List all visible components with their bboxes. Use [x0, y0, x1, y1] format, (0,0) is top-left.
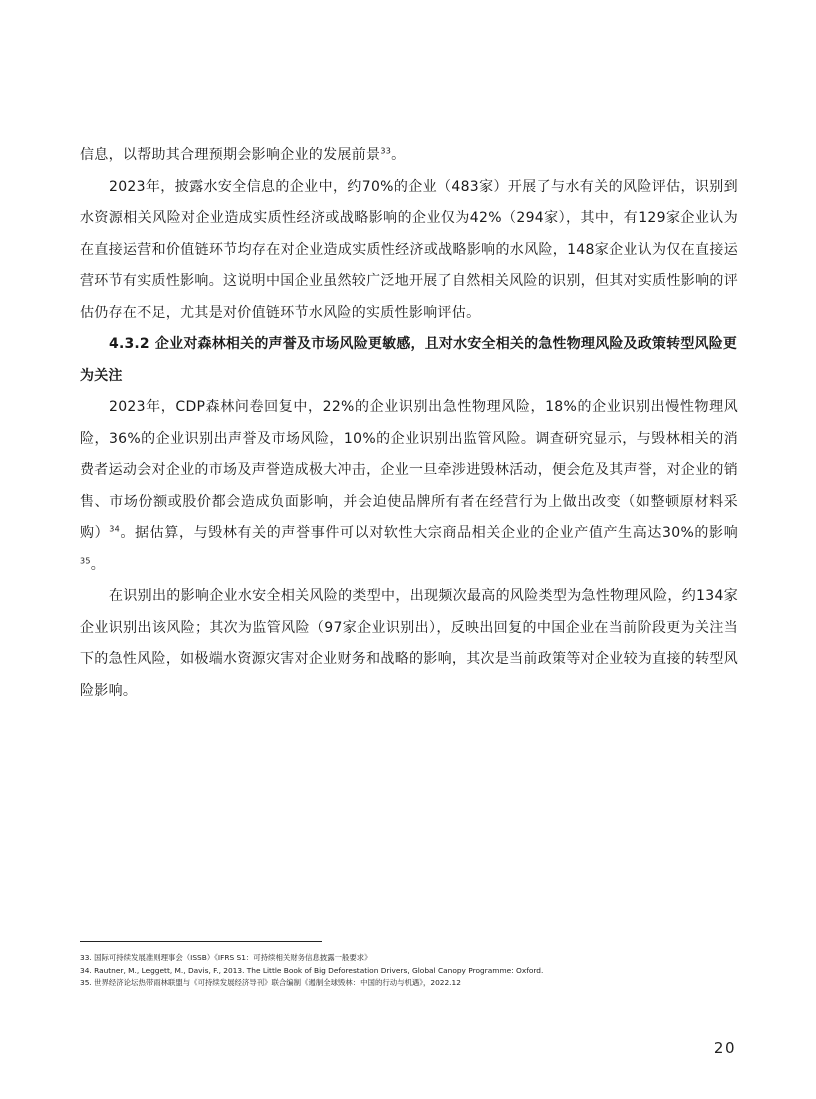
footnote-35: 35. 世界经济论坛热带雨林联盟与《可持续发展经济导刊》联合编制《遏制全球毁林：中国的行动与机遇》，2022.12 [80, 978, 461, 987]
footnote-34: 34. Rautner, M., Leggett, M., Davis, F., 2013. The Little Book of Big Deforestation Drivers, Global Canopy Programme: Oxford. [80, 965, 544, 975]
footnote-ref-35: 35 [80, 555, 91, 565]
main-text [80, 140, 738, 707]
paragraph-water-risk-types: 在识别出的影响企业水安全相关风险的类型中，出现频次最高的风险类型为急性物理风险，约134家企业识别出该风险；其次为监管风险（97家企业识别出），反映出回复的中国企业在当前阶段更为关注当下的急性风险，如极端水资源灾害对企业财务和战略的影响，其次是当前政策等对企业较为直接的转型风险影响。 [80, 588, 738, 699]
paragraph-water-risk-assessment: 2023年，披露水安全信息的企业中，约70%的企业（483家）开展了与水有关的风险评估，识别到水资源相关风险对企业造成实质性经济或战略影响的企业仅为42%（294家），其中，有129家企业认为在直接运营和价值链环节均存在对企业造成实质性经济或战略影响的水风险，148家企业认为仅在直接运营环节有实质性影响。这说明中国企业虽然较广泛地开展了自然相关风险的识别，但其对实质性影响的评估仍存在不足，尤其是对价值链环节水风险的实质性影响评估。 [80, 178, 738, 321]
footnote-divider [80, 941, 322, 942]
footnotes [80, 952, 740, 990]
footnote-33: 33. 国际可持续发展准则理事会（ISSB）《IFRS S1：可持续相关财务信息披露一般要求》 [80, 953, 372, 962]
paragraph-forest-risks: 2023年，CDP森林问卷回复中，22%的企业识别出急性物理风险，18%的企业识别出慢性物理风险，36%的企业识别出声誉及市场风险，10%的企业识别出监管风险。调查研究显示，与毁林相关的消费者运动会对企业的市场及声誉造成极大冲击，企业一旦牵涉进毁林活动，便会危及其声誉，对企业的销售、市场份额或股价都会造成负面影响，并会迫使品牌所有者在经营行为上做出改变（如整顿原材料采购）$^{34}$。据估算，与毁林有关的声誉事件可以对软性大宗商品相关企业的企业产值产生高达30%的影响$^{35}$。 [80, 399, 738, 573]
page-number: 20 [713, 1039, 736, 1057]
paragraph-continuation: 信息，以帮助其合理预期会影响企业的发展前景$^{33}$。 [80, 146, 406, 163]
footnote-ref-34: 34 [109, 524, 121, 534]
section-heading-4-3-2: 4.3.2 企业对森林相关的声誉及市场风险更敏感，且对水安全相关的急性物理风险及政策转型风险更为关注 [80, 336, 738, 384]
footnote-ref-33: 33 [380, 146, 392, 156]
